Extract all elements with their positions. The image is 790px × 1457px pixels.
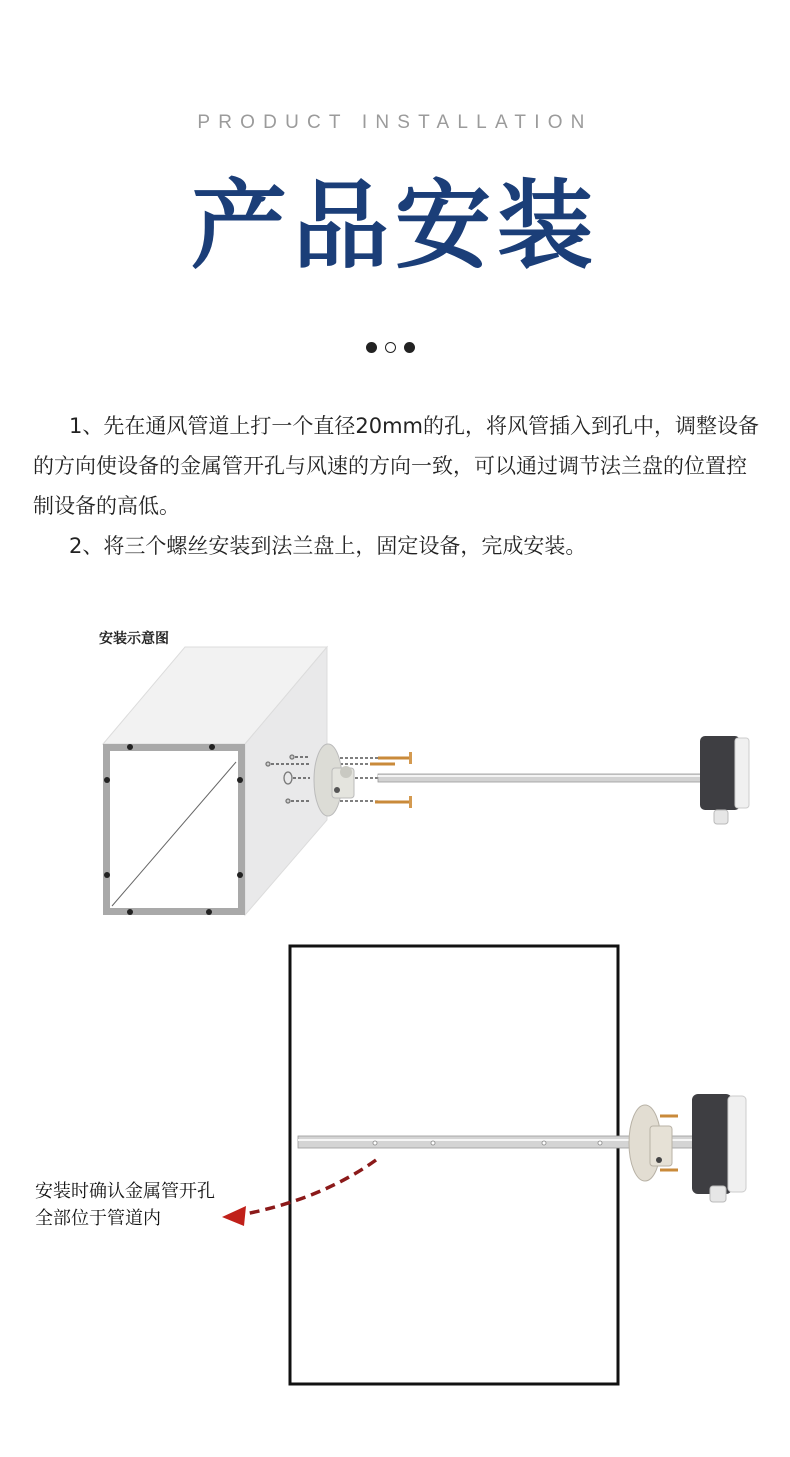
page-title: 产品安装 bbox=[191, 170, 599, 282]
mounting-flange-icon bbox=[629, 1105, 678, 1181]
instruction-step-1: 1、先在通风管道上打一个直径20mm的孔，将风管插入到孔中，调整设备的方向使设备的金属管开孔与风速的方向一致，可以通过调节法兰盘的位置控制设备的高低。 bbox=[33, 414, 759, 518]
duct-outline-icon bbox=[290, 946, 618, 1384]
instruction-step-2: 2、将三个螺丝安装到法兰盘上，固定设备，完成安装。 bbox=[69, 534, 587, 558]
installation-note: 安装时确认金属管开孔 全部位于管道内 bbox=[35, 1181, 215, 1229]
diagram-label: 安装示意图 bbox=[99, 631, 169, 647]
sensor-housing-icon bbox=[692, 1094, 746, 1202]
section-subtitle: PRODUCT INSTALLATION bbox=[197, 112, 593, 133]
